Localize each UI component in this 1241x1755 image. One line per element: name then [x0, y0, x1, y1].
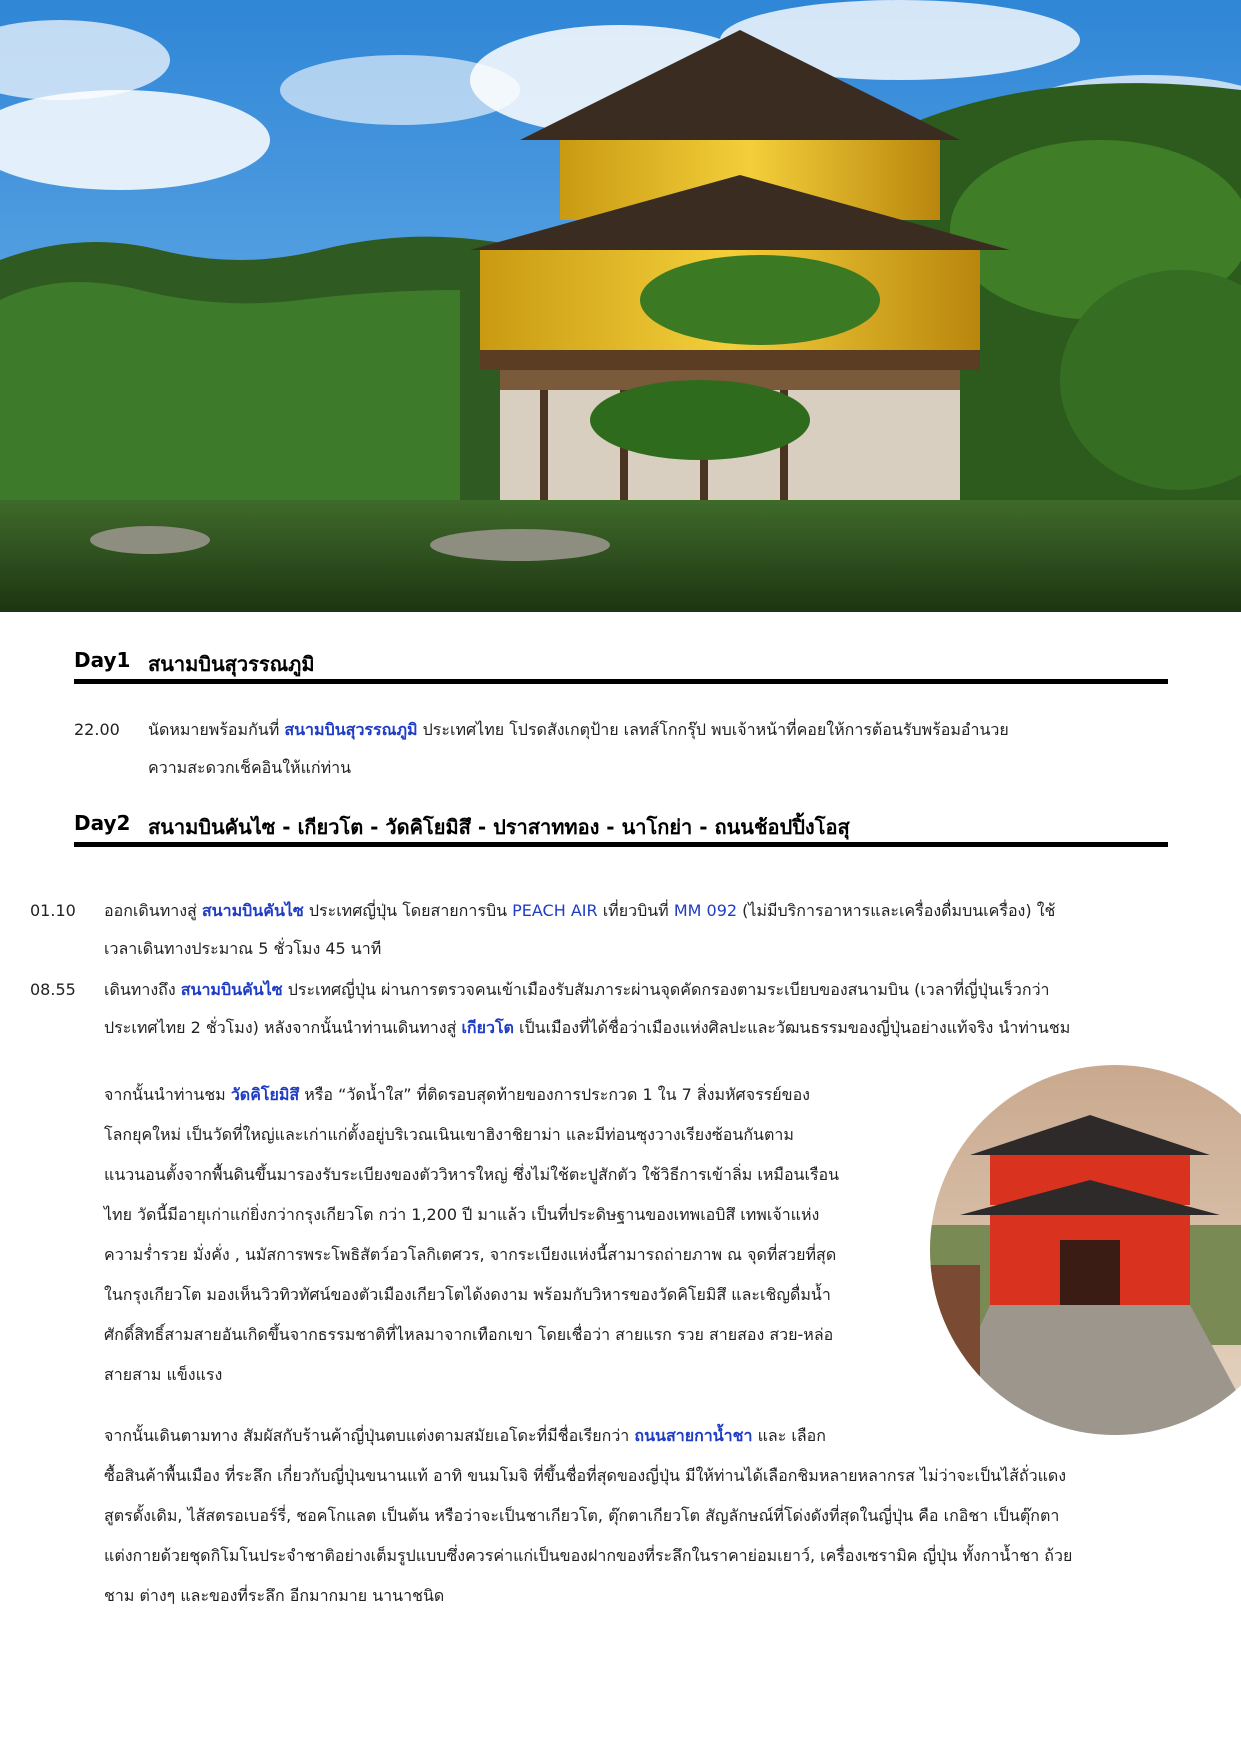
- day2-item1-text: ออกเดินทางสู่ สนามบินคันไซ ประเทศญี่ปุ่น โดยสายการบิน PEACH AIR เที่ยวบินที่ MM 092 (ไม่มีบริการอาหารและเครื่องดื่มบนเครื่อง) ใช้ เวลาเดินทางประมาณ 5 ชั่วโมง 45 นาที: [104, 901, 1056, 958]
- day2-item2-text: เดินทางถึง สนามบินคันไซ ประเทศญี่ปุ่น ผ่านการตรวจคนเข้าเมืองรับสัมภาระผ่านจุดคัดกรองตามระเบียบของสนามบิน (เวลาที่ญี่ปุ่นเร็วกว่า ประเทศไทย 2 ชั่วโมง) หลังจากนั้นนำท่านเดินทางสู่ เกียวโต เป็นเมืองที่ได้ชื่อว่าเมืองแห่งศิลปะและวัฒนธรรมของญี่ปุ่นอย่างแท้จริง นำท่านชม: [104, 980, 1071, 1037]
- kiyomizu-image: [930, 1065, 1241, 1435]
- day2-heading: [74, 811, 1168, 847]
- day1-heading: [74, 648, 1168, 684]
- highlight-kiyomizu: วัดคิโยมิสึ: [230, 1085, 300, 1104]
- day1-title: สนามบินสุวรรณภูมิ: [148, 652, 315, 676]
- day1-item-time: 22.00: [74, 720, 120, 739]
- day1-item-text: นัดหมายพร้อมกันที่ สนามบินสุวรรณภูมิ ประเทศไทย โปรดสังเกตุป้าย เลทส์โกกรุ๊ป พบเจ้าหน้าที่คอยให้การต้อนรับพร้อมอำนวย ความสะดวกเช็คอินให้แก่ท่าน: [148, 720, 1009, 777]
- highlight-suvarnabhumi: สนามบินสุวรรณภูมิ: [284, 720, 418, 739]
- day2-item2-time: 08.55: [30, 980, 76, 999]
- day1-label: Day1: [74, 648, 131, 672]
- day2-title: สนามบินคันไซ - เกียวโต - วัดคิโยมิสึ - ปราสาททอง - นาโกย่า - ถนนช้อปปิ้งโอสุ: [148, 815, 850, 839]
- day2-item1-time: 01.10: [30, 901, 76, 920]
- highlight-teapot-lane: ถนนสายกาน้ำชา: [634, 1426, 753, 1445]
- golden-pavilion-illustration: [0, 0, 1241, 612]
- kiyomizu-paragraph: จากนั้นนำท่านชม วัดคิโยมิสึ หรือ “วัดน้ำใส” ที่ติดรอบสุดท้ายของการประกวด 1 ใน 7 สิ่งมหัศจรรย์ของ โลกยุคใหม่ เป็นวัดที่ใหญ่และเก่าแก่ตั้งอยู่บริเวณเนินเขาฮิงาชิยาม่า และมีท่อนซุงวางเรียงซ้อนกันตาม แนวนอนตั้งจากพื้นดินขึ้นมารองรับระเบียงของตัววิหารใหญ่ ซึ่งไม่ใช้ตะปูสักตัว ใช้วิธีการเข้าลิ่ม เหมือนเรือน ไทย วัดนี้มีอายุเก่าแก่ยิ่งกว่ากรุงเกียวโต กว่า 1,200 ปี มาแล้ว เป็นที่ประดิษฐานของเทพเอบิสึ เทพเจ้าแห่ง ความร่ำรวย มั่งคั่ง , นมัสการพระโพธิสัตว์อวโลกิเตศวร, จากระเบียงแห่งนี้สามารถถ่ายภาพ ณ จุดที่สวยที่สุด ในกรุงเกียวโต มองเห็นวิวทิวทัศน์ของตัวเมืองเกียวโตได้งดงาม พร้อมกับวิหารของวัดคิโยมิสึ และเชิญดื่มน้ำ ศักดิ์สิทธิ์สามสายอันเกิดขึ้นจากธรรมชาติที่ไหลมาจากเทือกเขา โดยเชื่อว่า สายแรก รวย สายสอง สวย-หล่อ สายสาม แข็งแรง: [104, 1085, 840, 1384]
- kiyomizu-gate-illustration: [930, 1065, 1241, 1435]
- hero-image: [0, 0, 1241, 612]
- day2-label: Day2: [74, 811, 131, 835]
- teapot-lane-paragraph: จากนั้นเดินตามทาง สัมผัสกับร้านค้าญี่ปุ่นตบแต่งตามสมัยเอโดะที่มีชื่อเรียกว่า ถนนสายกาน้ำชา และ เลือก ซื้อสินค้าพื้นเมือง ที่ระลึก เกี่ยวกับญี่ปุ่นขนานแท้ อาทิ ขนมโมจิ ที่ขึ้นชื่อที่สุดของญี่ปุ่น มีให้ท่านได้เลือกชิมหลายหลากรส ไม่ว่าจะเป็นไส้ถั่วแดง สูตรดั้งเดิม, ไส้สตรอเบอร์รี่, ชอคโกแลต เป็นต้น หรือว่าจะเป็นชาเกียวโต, ตุ๊กตาเกียวโต สัญลักษณ์ที่โด่งดังที่สุดในญี่ปุ่น คือ เกอิชา เป็นตุ๊กตา แต่งกายด้วยชุดกิโมโนประจำชาติอย่างเต็มรูปแบบซึ่งควรค่าแก่เป็นของฝากของที่ระลึกในราคาย่อมเยาว์, เครื่องเซรามิค ญี่ปุ่น ทั้งกาน้ำชา ถ้วย ชาม ต่างๆ และของที่ระลึก อีกมากมาย นานาชนิด: [104, 1426, 1073, 1605]
